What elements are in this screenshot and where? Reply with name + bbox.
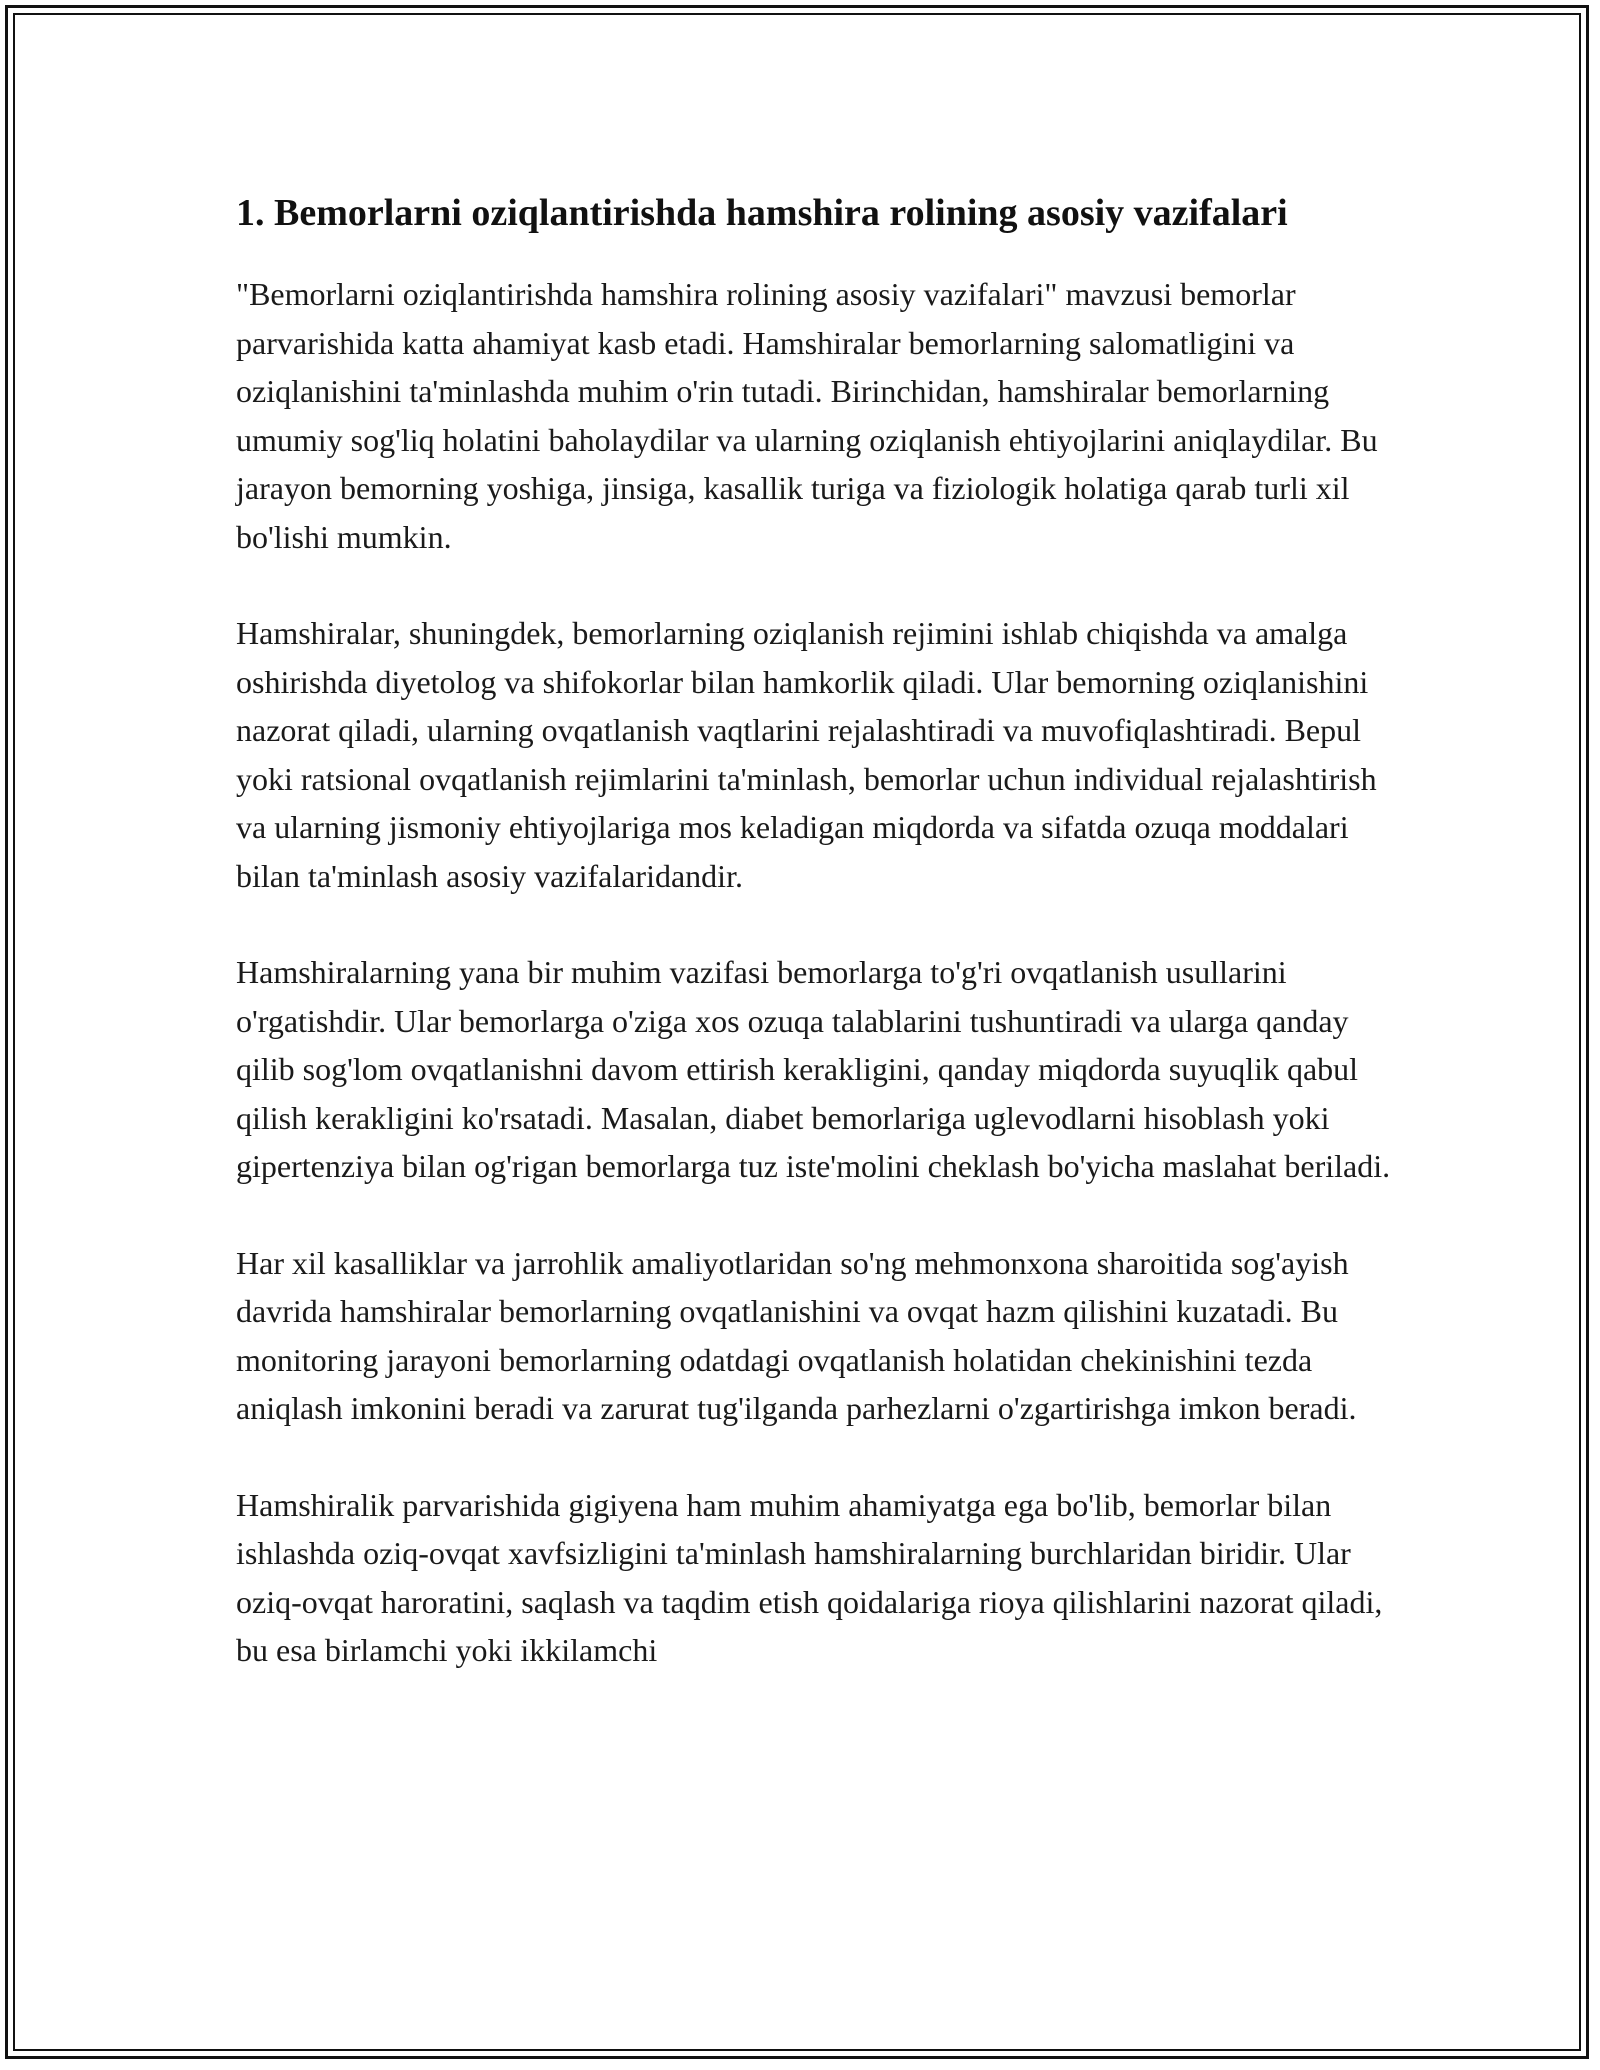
section-heading: 1. Bemorlarni oziqlantirishda hamshira rolining asosiy vazifalari <box>236 192 1288 234</box>
paragraph-3: Hamshiralarning yana bir muhim vazifasi bemorlarga to'g'ri ovqatlanish usullarini o'rgatishdir. Ular bemorlarga o'ziga xos ozuqa talablarini tushuntiradi va ularga qanday qilib sog'lom ovqatlanishni davom ettirish kerakligini, qanday miqdorda suyuqlik qabul qilish kerakligini ko'rsatadi. Masalan, diabet bemorlariga uglevodlarni hisoblash yoki gipertenziya bilan og'rigan bemorlarga tuz iste'molini cheklash bo'yicha maslahat beriladi. <box>236 954 1391 1184</box>
paragraph-4: Har xil kasalliklar va jarrohlik amaliyotlaridan so'ng mehmonxona sharoitida sog'ayish davrida hamshiralar bemorlarning ovqatlanishini va ovqat hazm qilishini kuzatadi. Bu monitoring jarayoni bemorlarning odatdagi ovqatlanish holatidan chekinishini tezda aniqlash imkonini beradi va zarurat tug'ilganda parhezlarni o'zgartirishga imkon beradi. <box>236 1244 1357 1426</box>
paragraph-5: Hamshiralik parvarishida gigiyena ham muhim ahamiyatga ega bo'lib, bemorlar bilan ishlashda oziq-ovqat xavfsizligini ta'minlash hamshiralarning burchlaridan biridir. Ular oziq-ovqat haroratini, saqlash va taqdim etish qoidalariga rioya qilishlarini nazorat qiladi, bu esa birlamchi yoki ikkilamchi <box>236 1486 1383 1668</box>
paragraph-2: Hamshiralar, shuningdek, bemorlarning oziqlanish rejimini ishlab chiqishda va amalga oshirishda diyetolog va shifokorlar bilan hamkorlik qiladi. Ular bemorning oziqlanishini nazorat qiladi, ularning ovqatlanish vaqtlarini rejalashtiradi va muvofiqlashtiradi. Bepul yoki ratsional ovqatlanish rejimlarini ta'minlash, bemorlar uchun individual rejalashtirish va ularning jismoniy ehtiyojlariga mos keladigan miqdorda va sifatda ozuqa moddalari bilan ta'minlash asosiy vazifalaridandir. <box>236 615 1377 894</box>
document-body <box>236 186 1396 1723</box>
paragraph-1: "Bemorlarni oziqlantirishda hamshira rolining asosiy vazifalari" mavzusi bemorlar parvarishida katta ahamiyat kasb etadi. Hamshiralar bemorlarning salomatligini va oziqlanishini ta'minlashda muhim o'rin tutadi. Birinchidan, hamshiralar bemorlarning umumiy sog'liq holatini baholaydilar va ularning oziqlanish ehtiyojlarini aniqlaydilar. Bu jarayon bemorning yoshiga, jinsiga, kasallik turiga va fiziologik holatiga qarab turli xil bo'lishi mumkin. <box>236 276 1378 555</box>
